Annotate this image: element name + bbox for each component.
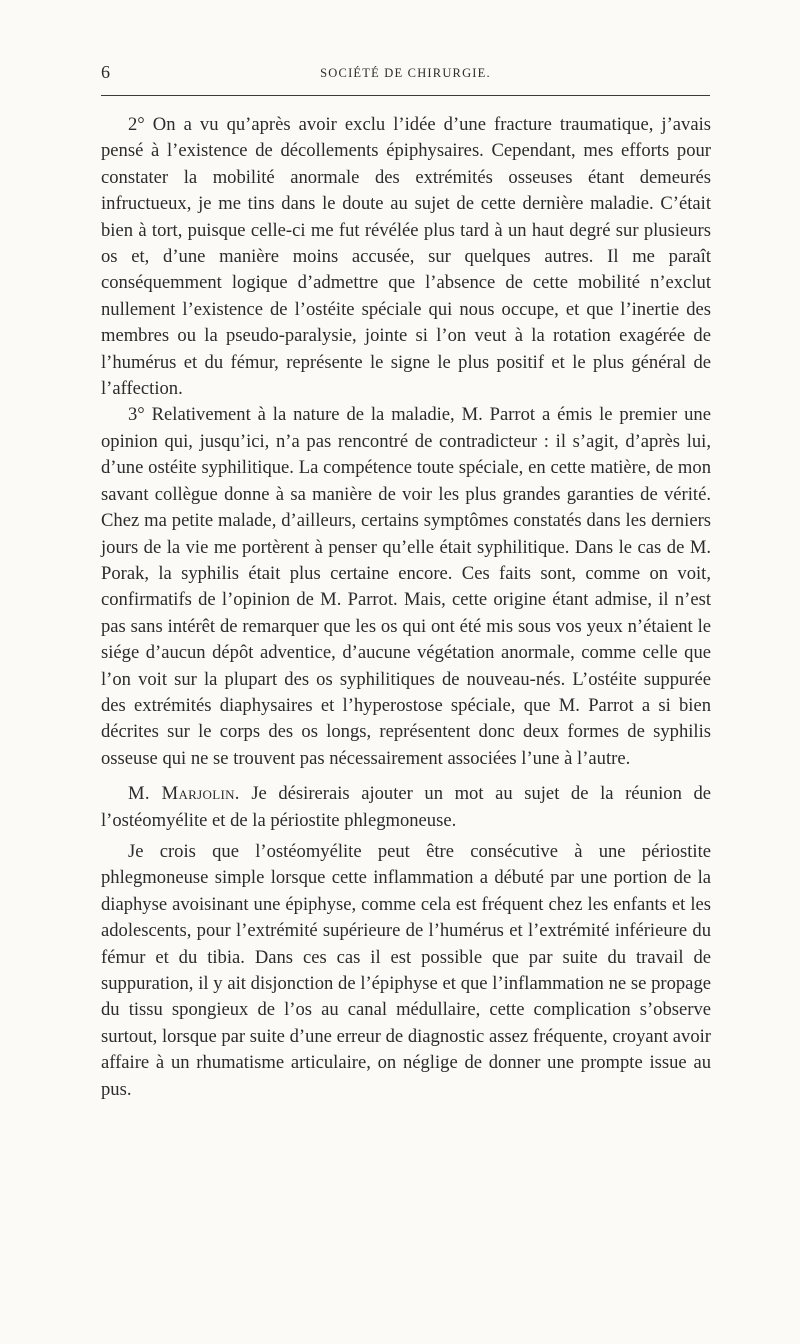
paragraph-2: 3° Relativement à la nature de la maladie, M. Parrot a émis le premier une opinion qui, jusqu’ici, n’a pas rencontré de contradicteur : il s’agit, d’après lui, d’une ostéite syphilitique. La compétence toute spéciale, en cette matière, de mon savant collègue donne à sa manière de voir les plus grandes garanties de vérité. Chez ma petite malade, d’ailleurs, certains symptômes constatés dans les derniers jours de la vie me portèrent à penser qu’elle était syphilitique. Dans le cas de M. Porak, la syphilis était plus certaine encore. Ces faits sont, comme on voit, confirmatifs de l’opinion de M. Parrot. Mais, cette origine étant admise, il n’est pas sans intérêt de remarquer que les os qui ont été mis sous vos yeux n’étaient le siége d’aucun dépôt adventice, d’aucune végétation anormale, comme celle que l’on voit sur la plupart des os syphilitiques de nouveau-nés. L’ostéite suppurée des extrémités diaphysaires et l’hyperostose spéciale, que M. Parrot a si bien décrites sur le corps des os longs, représentent donc deux formes de syphilis osseuse qui ne se trouvent pas nécessairement associées l’une à l’autre. [101,404,711,769]
running-title: SOCIÉTÉ DE CHIRURGIE. [320,66,491,80]
page-number: 6 [101,62,110,82]
page-header [101,62,710,86]
header-rule [101,95,710,96]
speaker-name: M. Marjolin. [128,783,240,805]
paragraph-3-text: Je désirerais ajouter un mot au sujet de la réunion de l’ostéomyélite et de la périostite phlegmoneuse. [101,783,712,831]
paragraph-4: Je crois que l’ostéomyélite peut être consécutive à une périostite phlegmoneuse simple lorsque cette inflammation a débuté par une portion de la diaphyse avoisinant une épiphyse, comme cela est fréquent chez les enfants et les adolescents, pour l’extrémité supérieure de l’humérus et l’extrémité inférieure du fémur et du tibia. Dans ces cas il est possible que par suite du travail de suppuration, il y ait disjonction de l’épiphyse et que l’inflammation ne se propage du tissu spongieux de l’os au canal médullaire, cette complication s’observe surtout, lorsque par suite d’une erreur de diagnostic assez fréquente, croyant avoir affaire à un rhumatisme articulaire, on néglige de donner une prompte issue au pus. [101,840,711,1100]
paragraph-3 [101,781,711,834]
body-text [101,112,711,1103]
paragraph-1: 2° On a vu qu’après avoir exclu l’idée d’une fracture traumatique, j’avais pensé à l’existence de décollements épiphysaires. Cependant, mes efforts pour constater la mobilité anormale des extrémités osseuses étant demeurés infructueux, je me tins dans le doute au sujet de cette dernière maladie. C’était bien à tort, puisque celle-ci me fut révélée plus tard à un haut degré sur plusieurs os et, d’une manière moins accusée, sur quelques autres. Il me paraît conséquemment logique d’admettre que l’absence de cette mobilité n’exclut nullement l’existence de l’ostéite spéciale qui nous occupe, et que l’inertie des membres ou la pseudo-paralysie, jointe si l’on veut à la rotation exagérée de l’humérus et du fémur, représente le signe le plus positif et le plus général de l’affection. [101,114,711,400]
